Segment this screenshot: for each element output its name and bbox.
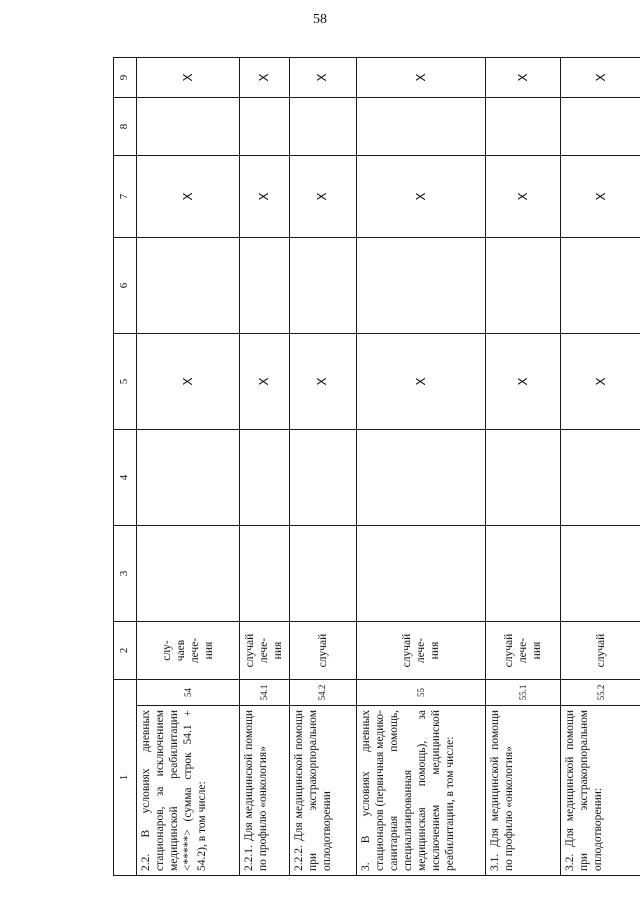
table-row — [240, 58, 289, 876]
row-name: 3. В условиях дневных стационаров (первичная медико-санитарная помощь, специализированная медицинская помощь), за исключением медицинской реабилитации, в том числе: — [356, 706, 485, 876]
cell-c6 — [356, 238, 485, 334]
cell-c9: X — [240, 58, 289, 98]
cell-c9: X — [560, 58, 640, 98]
row-unit — [240, 622, 289, 680]
row-unit — [289, 622, 356, 680]
column-header: 4 — [114, 430, 137, 526]
cell-c5: X — [560, 334, 640, 430]
table-row — [560, 58, 640, 876]
table-row — [137, 58, 240, 876]
cell-c5: X — [289, 334, 356, 430]
cell-c7: X — [356, 156, 485, 238]
row-code: 54.1 — [240, 680, 289, 706]
cell-c6 — [137, 238, 240, 334]
cell-c4 — [486, 430, 561, 526]
row-name: 3.1. Для медицинской помощи по профилю «онкология» — [486, 706, 561, 876]
row-unit-text: случай — [316, 633, 329, 668]
cell-c5: X — [356, 334, 485, 430]
cell-c7: X — [289, 156, 356, 238]
row-name: 2.2. В условиях дневных стационаров, за исключением медицинской реабилитации <*****> (сумма строк 54.1 + 54.2), в том числе: — [137, 706, 240, 876]
row-name: 2.2.1. Для медицинской помощи по профилю «онкология» — [240, 706, 289, 876]
row-code: 55.2 — [560, 680, 640, 706]
cell-c7: X — [560, 156, 640, 238]
row-unit-text: случай лече- ния — [244, 633, 285, 668]
table-row — [356, 58, 485, 876]
page-number: 58 — [313, 12, 327, 27]
table-row — [486, 58, 561, 876]
table-row — [289, 58, 356, 876]
cell-c8 — [137, 98, 240, 156]
row-unit — [356, 622, 485, 680]
row-unit — [137, 622, 240, 680]
cell-c5: X — [240, 334, 289, 430]
row-unit-text: случай — [595, 633, 608, 668]
cell-c7: X — [137, 156, 240, 238]
cell-c4 — [356, 430, 485, 526]
row-unit-text: случай лече- ния — [503, 633, 544, 668]
row-unit — [486, 622, 561, 680]
cell-c8 — [560, 98, 640, 156]
row-unit-text: случай лече- ния — [401, 633, 442, 668]
cell-c3 — [560, 526, 640, 622]
row-name: 3.2. Для медицинской помощи при экстракорпоральном оплодотворении: — [560, 706, 640, 876]
cell-c9: X — [137, 58, 240, 98]
row-code: 54.2 — [289, 680, 356, 706]
column-header: 2 — [114, 622, 137, 680]
cell-c8 — [356, 98, 485, 156]
cell-c6 — [486, 238, 561, 334]
cell-c3 — [289, 526, 356, 622]
cell-c3 — [240, 526, 289, 622]
row-unit — [560, 622, 640, 680]
row-code: 54 — [137, 680, 240, 706]
cell-c4 — [240, 430, 289, 526]
cell-c8 — [486, 98, 561, 156]
column-header: 7 — [114, 156, 137, 238]
rotated-table-container — [113, 58, 640, 876]
cell-c6 — [240, 238, 289, 334]
cell-c9: X — [356, 58, 485, 98]
row-name: 2.2.2. Для медицинской помощи при экстракорпоральном оплодотворении — [289, 706, 356, 876]
column-header: 6 — [114, 238, 137, 334]
column-header: 3 — [114, 526, 137, 622]
cell-c7: X — [240, 156, 289, 238]
data-table — [113, 57, 640, 876]
cell-c6 — [289, 238, 356, 334]
row-code: 55 — [356, 680, 485, 706]
column-number-row — [114, 58, 137, 876]
cell-c9: X — [289, 58, 356, 98]
cell-c9: X — [486, 58, 561, 98]
cell-c4 — [560, 430, 640, 526]
cell-c5: X — [137, 334, 240, 430]
cell-c4 — [289, 430, 356, 526]
column-header: 9 — [114, 58, 137, 98]
cell-c5: X — [486, 334, 561, 430]
row-code: 55.1 — [486, 680, 561, 706]
cell-c3 — [356, 526, 485, 622]
cell-c3 — [486, 526, 561, 622]
cell-c8 — [289, 98, 356, 156]
column-header: 8 — [114, 98, 137, 156]
column-header: 5 — [114, 334, 137, 430]
cell-c3 — [137, 526, 240, 622]
row-unit-text: слу- чаев лече- ния — [161, 637, 216, 664]
cell-c7: X — [486, 156, 561, 238]
cell-c8 — [240, 98, 289, 156]
cell-c4 — [137, 430, 240, 526]
cell-c6 — [560, 238, 640, 334]
column-header: 1 — [114, 680, 137, 876]
